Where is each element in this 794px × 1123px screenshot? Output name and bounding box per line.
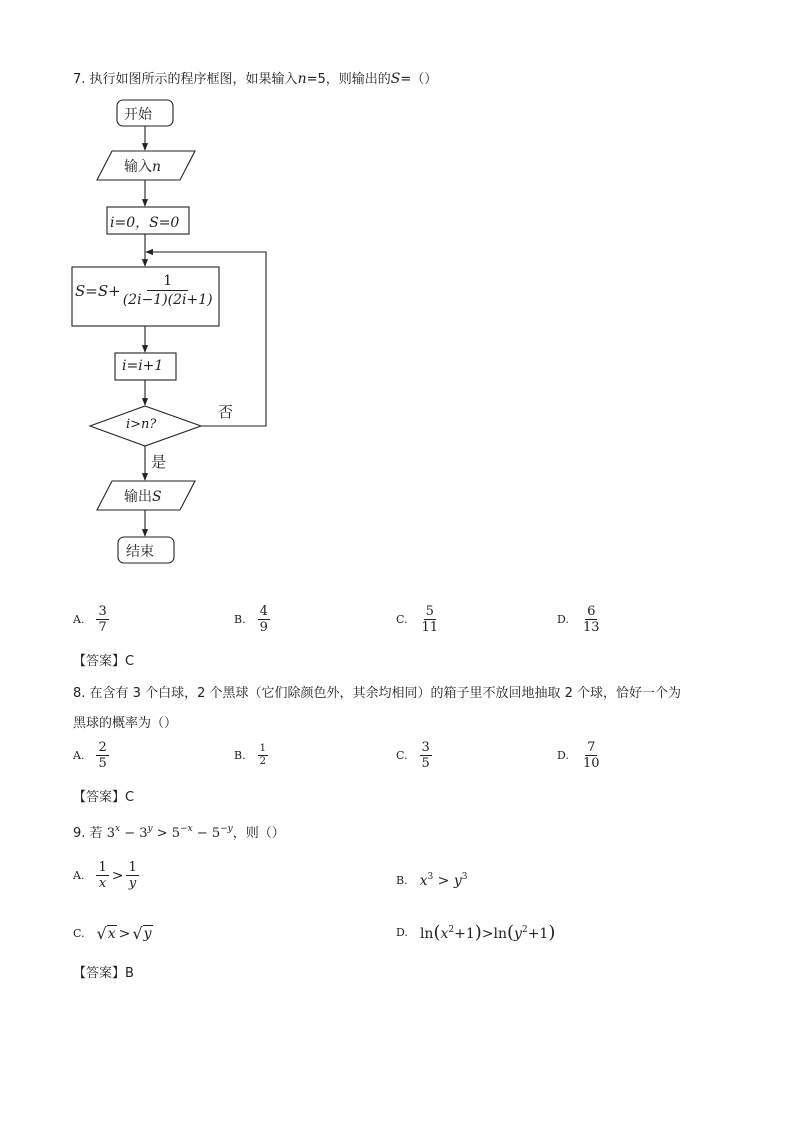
flow-no-label: 否 [218, 403, 234, 421]
q9-option-b-expr: $x^3 > y^3$ [419, 872, 468, 889]
q7-var-n: n [297, 71, 307, 87]
q9-option-a[interactable]: A. $\frac{1}{x}$ > $\frac{1}{y}$ [73, 860, 137, 891]
q8-option-c-frac: $\frac{3}{5}$ [421, 740, 430, 771]
q9-option-c[interactable]: C. √ x > √ y [73, 924, 152, 943]
q7-option-c-frac: $\frac{5}{11}$ [421, 604, 439, 635]
q8-number: 8. [73, 686, 86, 701]
q7-text-b: =5，则输出的 [306, 72, 391, 87]
q7-option-b-frac: $\frac{4}{9}$ [259, 604, 268, 635]
q8-option-c[interactable]: C. $\frac{3}{5}$ [396, 740, 430, 771]
q7-option-d[interactable]: D. $\frac{6}{13}$ [557, 604, 600, 635]
q9-condition: $3^x - 3^y > 5^{-x} - 5^{-y}$ [106, 824, 233, 841]
q9-number: 9. [73, 826, 86, 841]
flow-start-text: 开始 [124, 107, 152, 123]
q8-option-d[interactable]: D. $\frac{7}{10}$ [557, 740, 600, 771]
flow-init-text: i=0，S=0 [110, 215, 180, 231]
q8-stem-line2: 黑球的概率为（） [73, 716, 178, 731]
flow-output-text: 输出S [124, 489, 162, 505]
q7-option-b[interactable]: B. $\frac{4}{9}$ [234, 604, 268, 635]
q7-text-a: 执行如图所示的程序框图，如果输入 [89, 72, 298, 87]
q7-option-a-frac: $\frac{3}{7}$ [98, 604, 107, 635]
flow-input-text: 输入n [124, 159, 162, 175]
q9-option-b[interactable]: B. $x^3 > y^3$ [396, 872, 468, 889]
flow-sum-text: S=S+ $\frac{1}{(2i-1)(2i+1)}$ [75, 273, 213, 308]
q8-stem-line1: 8. 在含有 3 个白球，2 个黑球（它们除颜色外，其余均相同）的箱子里不放回地抽取 2 个球，恰好一个为 [73, 686, 682, 701]
q9-option-a-expr: $\frac{1}{x}$ > $\frac{1}{y}$ [98, 860, 137, 891]
flow-end-text: 结束 [126, 544, 154, 560]
q9-option-d[interactable]: D. $\ln(x^2+1)>\ln(y^2+1)$ [396, 922, 556, 943]
q8-option-a[interactable]: A. $\frac{2}{5}$ [73, 740, 107, 771]
q9-option-d-expr: $\ln(x^2+1)>\ln(y^2+1)$ [419, 922, 556, 943]
flow-cond-text: i>n? [126, 417, 157, 432]
q7-option-d-frac: $\frac{6}{13}$ [582, 604, 600, 635]
q7-option-c[interactable]: C. $\frac{5}{11}$ [396, 604, 439, 635]
q7-text-c: =（） [400, 72, 438, 87]
q8-option-d-frac: $\frac{7}{10}$ [582, 740, 600, 771]
q9-answer: 【答案】B [73, 966, 134, 981]
q8-option-b[interactable]: B. $\frac{1}{2}$ [234, 743, 266, 767]
flow-incr-text: i=i+1 [122, 358, 164, 374]
q8-answer: 【答案】C [73, 790, 135, 805]
q7-var-S: S [390, 71, 401, 87]
q7-number: 7. [73, 72, 86, 87]
q8-option-a-frac: $\frac{2}{5}$ [98, 740, 107, 771]
q7-answer: 【答案】C [73, 654, 135, 669]
flow-yes-label: 是 [151, 453, 167, 471]
q9-option-c-expr: √ x > √ y [96, 924, 152, 943]
q9-stem: 9. 若 $3^x - 3^y > 5^{-x} - 5^{-y}$，则（） [73, 824, 285, 841]
q8-option-b-frac: $\frac{1}{2}$ [259, 743, 266, 767]
q7-option-a[interactable]: A. $\frac{3}{7}$ [73, 604, 107, 635]
